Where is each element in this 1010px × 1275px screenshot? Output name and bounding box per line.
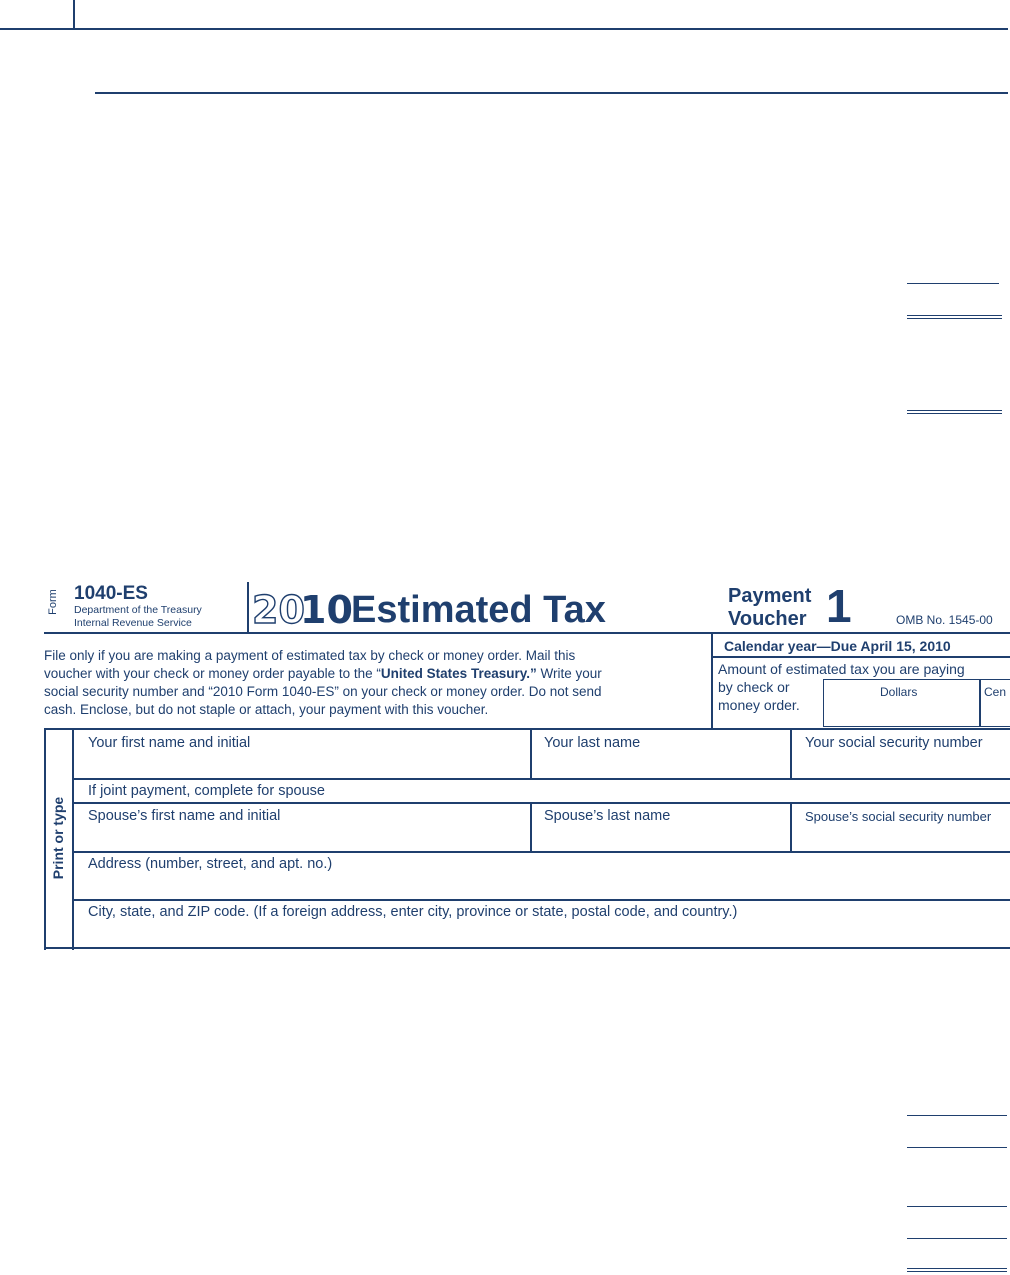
print-or-type-label: Print or type bbox=[50, 796, 66, 880]
address-label: Address (number, street, and apt. no.) bbox=[88, 856, 333, 872]
grid-bottom-rule bbox=[44, 947, 1010, 949]
spouse-first-name-field[interactable] bbox=[74, 826, 530, 850]
first-name-label: Your first name and initial bbox=[88, 735, 251, 751]
instructions-line-2-bold: United States Treasury.” bbox=[380, 666, 537, 681]
voucher-word: Voucher bbox=[728, 608, 807, 630]
entry-line-2a bbox=[907, 315, 1002, 316]
instructions-line-4: cash. Enclose, but do not staple or attach, your payment with this voucher. bbox=[44, 702, 489, 717]
amount-block-left-border bbox=[711, 632, 713, 728]
amount-line-1: Amount of estimated tax you are paying bbox=[718, 661, 965, 677]
header-second-rule bbox=[95, 92, 1008, 94]
grid-top-rule bbox=[44, 728, 1010, 730]
entry-line-2b bbox=[907, 318, 1002, 319]
header-divider bbox=[247, 582, 249, 632]
amount-line-3: money order. bbox=[718, 697, 800, 713]
instructions-line-2-pre: voucher with your check or money order payable to the “ bbox=[44, 666, 381, 681]
row1-bottom-rule bbox=[72, 778, 1010, 780]
last-name-field[interactable] bbox=[532, 752, 790, 776]
spouse-last-name-field[interactable] bbox=[532, 826, 790, 850]
entry-line-6 bbox=[907, 1206, 1007, 1207]
form-number: 1040-ES bbox=[74, 583, 148, 604]
header-tab-divider bbox=[73, 0, 75, 29]
calendar-rule bbox=[711, 656, 1010, 658]
calendar-year-line: Calendar year—Due April 15, 2010 bbox=[724, 638, 951, 654]
instructions-line-2 bbox=[44, 666, 602, 681]
entry-line-8a bbox=[907, 1268, 1007, 1269]
voucher-number: 1 bbox=[826, 582, 852, 632]
joint-note-rule bbox=[72, 802, 1010, 804]
instructions-line-2-post: Write your bbox=[536, 666, 602, 681]
row2-bottom-rule bbox=[72, 851, 1010, 853]
dollars-label: Dollars bbox=[880, 685, 918, 699]
grid-left-border bbox=[44, 728, 46, 950]
city-state-zip-field[interactable] bbox=[74, 922, 1010, 946]
spouse-ssn-label: Spouse’s social security number bbox=[805, 809, 992, 824]
entry-line-5 bbox=[907, 1147, 1007, 1148]
address-bottom-rule bbox=[72, 899, 1010, 901]
instructions-line-3: social security number and “2010 Form 1040-ES” on your check or money order. Do not send bbox=[44, 684, 602, 699]
payment-voucher bbox=[44, 582, 1010, 950]
first-name-field[interactable] bbox=[74, 752, 530, 776]
address-field[interactable] bbox=[74, 874, 1010, 898]
dollars-cents-divider bbox=[979, 679, 981, 727]
year-solid: 10 bbox=[300, 588, 353, 632]
amount-line-2: by check or bbox=[718, 679, 790, 695]
entry-line-3b bbox=[907, 413, 1002, 414]
spouse-first-name-label: Spouse’s first name and initial bbox=[88, 808, 281, 824]
form-word: Form bbox=[46, 589, 59, 615]
dept-line-1: Department of the Treasury bbox=[74, 604, 202, 616]
entry-line-8b bbox=[907, 1271, 1007, 1272]
header-top-rule bbox=[0, 28, 1008, 30]
joint-payment-note: If joint payment, complete for spouse bbox=[88, 783, 325, 799]
last-name-label: Your last name bbox=[544, 735, 641, 751]
header-bottom-rule bbox=[44, 632, 1010, 634]
instructions-line-1: File only if you are making a payment of estimated tax by check or money order. Mail this bbox=[44, 648, 576, 663]
city-state-zip-label: City, state, and ZIP code. (If a foreign address, enter city, province or state, postal code, and country.) bbox=[88, 904, 738, 920]
entry-line-3a bbox=[907, 410, 1002, 411]
form-title: Estimated Tax bbox=[351, 589, 606, 631]
year-outline: 20 bbox=[252, 588, 305, 632]
entry-line-1 bbox=[907, 283, 999, 284]
entry-line-4 bbox=[907, 1115, 1007, 1116]
dept-line-2: Internal Revenue Service bbox=[74, 617, 192, 629]
spouse-last-name-label: Spouse’s last name bbox=[544, 808, 671, 824]
spouse-ssn-field[interactable] bbox=[792, 826, 1010, 850]
omb-number: OMB No. 1545-00 bbox=[896, 613, 993, 627]
payment-word: Payment bbox=[728, 585, 812, 607]
ssn-label: Your social security number bbox=[805, 735, 983, 751]
entry-line-7 bbox=[907, 1238, 1007, 1239]
cents-label: Cen bbox=[984, 685, 1007, 699]
ssn-field[interactable] bbox=[792, 752, 1010, 776]
